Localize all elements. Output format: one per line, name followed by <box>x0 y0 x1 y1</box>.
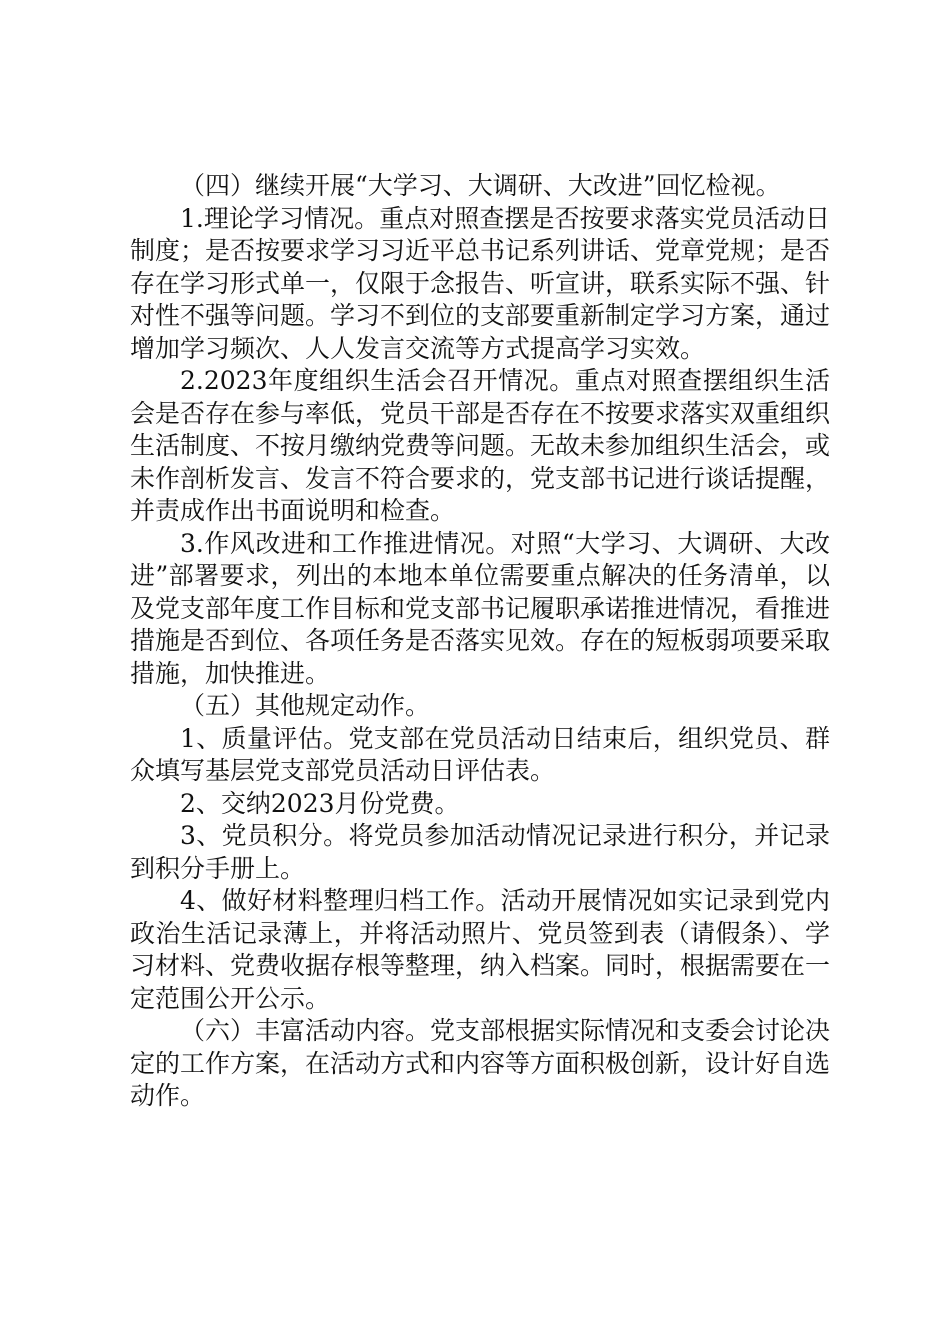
document-body <box>130 170 830 1113</box>
paragraph-organization-life-meeting: 2.2023年度组织生活会召开情况。重点对照查摆组织生活会是否存在参与率低，党员干部是否存在不按要求落实双重组织生活制度、不按月缴纳党费等问题。无故未参加组织生活会，或未作剖析发言、发言不符合要求的，党支部书记进行谈话提醒，并责成作出书面说明和检查。 <box>130 366 831 525</box>
section-five-heading: （五）其他规定动作。 <box>180 691 431 720</box>
paragraph-archive-materials: 4、做好材料整理归档工作。活动开展情况如实记录到党内政治生活记录薄上，并将活动照片、党员签到表（请假条）、学习材料、党费收据存根等整理，纳入档案。同时，根据需要在一定范围公开公示。 <box>130 886 831 1013</box>
paragraph-party-dues: 2、交纳2023月份党费。 <box>180 788 460 818</box>
paragraph-quality-evaluation: 1、质量评估。党支部在党员活动日结束后，组织党员、群众填写基层党支部党员活动日评估表。 <box>130 723 830 785</box>
paragraph-theory-study: 1.理论学习情况。重点对照查摆是否按要求落实党员活动日制度；是否按要求学习习近平总书记系列讲话、党章党规；是否存在学习形式单一，仅限于念报告、听宣讲，联系实际不强、针对性不强等问题。学习不到位的支部要重新制定学习方案，通过增加学习频次、人人发言交流等方式提高学习实效。 <box>130 203 831 363</box>
paragraph-work-style-improvement: 3.作风改进和工作推进情况。对照“大学习、大调研、大改进”部署要求，列出的本地本单位需要重点解决的任务清单，以及党支部年度工作目标和党支部书记履职承诺推进情况，看推进措施是否到位、各项任务是否落实见效。存在的短板弱项要采取措施，加快推进。 <box>130 528 831 688</box>
section-six-paragraph: （六）丰富活动内容。党支部根据实际情况和支委会讨论决定的工作方案，在活动方式和内容等方面积极创新，设计好自选动作。 <box>130 1016 831 1110</box>
section-four-heading: （四）继续开展“大学习、大调研、大改进”回忆检视。 <box>180 171 781 200</box>
paragraph-member-points: 3、党员积分。将党员参加活动情况记录进行积分，并记录到积分手册上。 <box>130 821 830 883</box>
